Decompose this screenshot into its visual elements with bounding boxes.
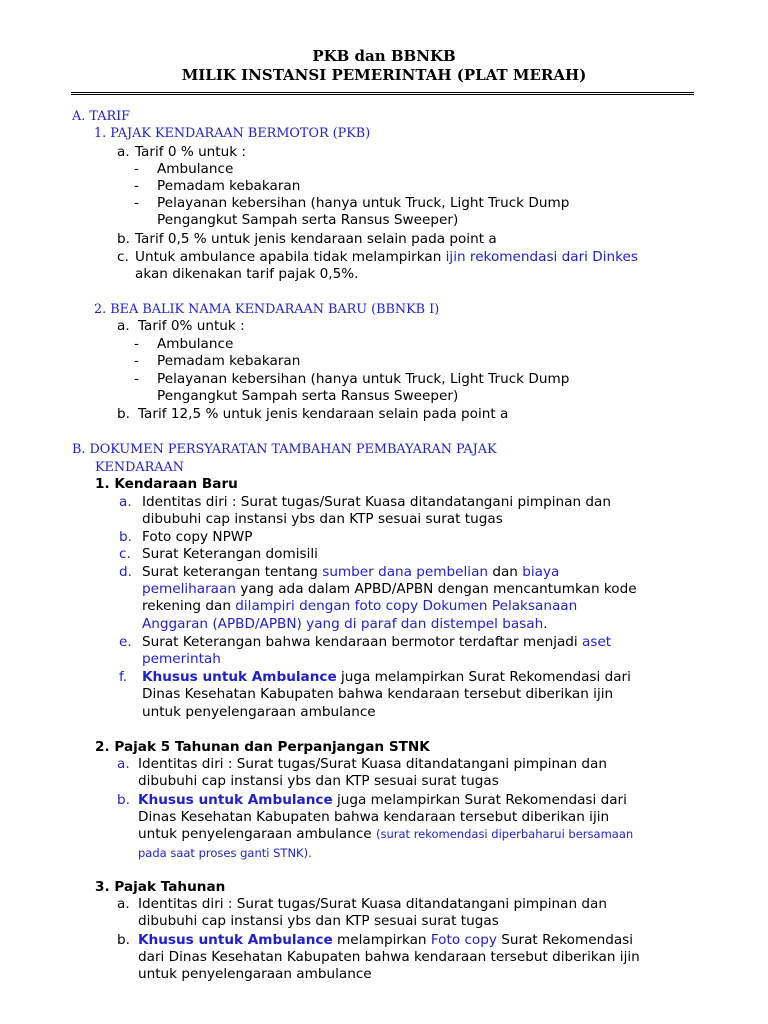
bbnkb-list-item: Ambulance [157, 336, 234, 352]
lima-b-text-cont: untuk penyelengaraan ambulance (surat rekomendasi diperbaharui bersamaan [138, 826, 634, 842]
lima-b-note-cont: pada saat proses ganti STNK). [138, 846, 312, 860]
pkb-list-item: Pelayanan kebersihan (hanya untuk Truck, Light Truck Dump [157, 195, 570, 211]
pkb-c-marker: c. [117, 249, 129, 265]
baru-c-marker: c. [119, 546, 131, 562]
lima-a-text: Identitas diri : Surat tugas/Surat Kuasa ditandatangani pimpinan dan [138, 756, 607, 772]
baru-e-marker: e. [119, 634, 132, 650]
baru-d-text-cont: rekening dan dilampiri dengan foto copy Dokumen Pelaksanaan [142, 598, 578, 614]
baru-e-text-cont: pemerintah [142, 651, 221, 667]
bbnkb-b-text: Tarif 12,5 % untuk jenis kendaraan selain pada point a [138, 406, 509, 422]
bbnkb-list-dash: - [134, 371, 139, 387]
pkb-c-text-cont: akan dikenakan tarif pajak 0,5%. [135, 266, 359, 282]
baru-heading: 1. Kendaraan Baru [95, 476, 238, 492]
baru-f-text-cont: untuk penyelengaraan ambulance [142, 704, 376, 720]
baru-f-marker: f. [119, 669, 128, 685]
tahunan-b-marker: b. [117, 932, 130, 948]
lima-b-text: Khusus untuk Ambulance juga melampirkan Surat Rekomendasi dari [138, 792, 627, 808]
lima-a-marker: a. [117, 756, 130, 772]
baru-c-text: Surat Keterangan domisili [142, 546, 318, 562]
lima-a-text-cont: dibubuhi cap instansi ybs dan KTP sesuai surat tugas [138, 773, 499, 789]
pkb-list-dash: - [134, 195, 139, 211]
pkb-b-text: Tarif 0,5 % untuk jenis kendaraan selain pada point a [135, 231, 497, 247]
tahunan-a-text: Identitas diri : Surat tugas/Surat Kuasa ditandatangani pimpinan dan [138, 896, 607, 912]
bbnkb-a-marker: a. [117, 318, 130, 334]
baru-b-marker: b. [119, 529, 132, 545]
lima-b-marker: b. [117, 792, 130, 808]
pkb-c-text: Untuk ambulance apabila tidak melampirkan ijin rekomendasi dari Dinkes [135, 249, 638, 265]
title-divider [71, 92, 694, 95]
tahunan-b-text: Khusus untuk Ambulance melampirkan Foto copy Surat Rekomendasi [138, 932, 634, 948]
pkb-a-marker: a. [117, 144, 130, 160]
baru-d-text-cont: pemeliharaan yang ada dalam APBD/APBN dengan mencantumkan kode [142, 581, 637, 597]
tahunan-a-text-cont: dibubuhi cap instansi ybs dan KTP sesuai surat tugas [138, 913, 499, 929]
pkb-list-item: Pemadam kebakaran [157, 178, 301, 194]
pkb-list-item-cont: Pengangkut Sampah serta Ransus Sweeper) [157, 212, 459, 228]
bbnkb-list-dash: - [134, 336, 139, 352]
baru-e-text: Surat Keterangan bahwa kendaraan bermotor terdaftar menjadi aset [142, 634, 612, 650]
pkb-list-dash: - [134, 161, 139, 177]
lima-tahunan-heading: 2. Pajak 5 Tahunan dan Perpanjangan STNK [95, 739, 430, 755]
bbnkb-b-marker: b. [117, 406, 130, 422]
pkb-b-marker: b. [117, 231, 130, 247]
bbnkb-list-dash: - [134, 353, 139, 369]
baru-d-text-cont: Anggaran (APBD/APBN) yang di paraf dan distempel basah. [142, 616, 548, 632]
baru-d-text: Surat keterangan tentang sumber dana pembelian dan biaya [142, 564, 560, 580]
page-subtitle: MILIK INSTANSI PEMERINTAH (PLAT MERAH) [181, 66, 587, 84]
section-b-heading-cont: KENDARAAN [95, 460, 184, 475]
baru-a-text-cont: dibubuhi cap instansi ybs dan KTP sesuai surat tugas [142, 511, 503, 527]
section-a-heading: A. TARIF [72, 109, 131, 124]
bbnkb-list-item: Pelayanan kebersihan (hanya untuk Truck, Light Truck Dump [157, 371, 570, 387]
tahunan-b-text-cont: untuk penyelengaraan ambulance [138, 966, 372, 982]
baru-f-text: Khusus untuk Ambulance juga melampirkan Surat Rekomendasi dari [142, 669, 631, 685]
section-b-heading: B. DOKUMEN PERSYARATAN TAMBAHAN PEMBAYARAN PAJAK [72, 442, 497, 457]
pkb-list-item: Ambulance [157, 161, 234, 177]
lima-b-text-cont: Dinas Kesehatan Kabupaten bahwa kendaraan tersebut diberikan ijin [138, 809, 610, 825]
page-title: PKB dan BBNKB [312, 47, 456, 65]
bbnkb-list-item-cont: Pengangkut Sampah serta Ransus Sweeper) [157, 388, 459, 404]
baru-d-marker: d. [119, 564, 132, 580]
bbnkb-a-text: Tarif 0% untuk : [138, 318, 245, 334]
baru-a-marker: a. [119, 494, 132, 510]
pkb-heading: 1. PAJAK KENDARAAN BERMOTOR (PKB) [94, 126, 371, 141]
tahunan-heading: 3. Pajak Tahunan [95, 879, 226, 895]
pkb-a-text: Tarif 0 % untuk : [135, 144, 247, 160]
tahunan-b-text-cont: dari Dinas Kesehatan Kabupaten bahwa kendaraan tersebut diberikan ijin [138, 949, 640, 965]
baru-a-text: Identitas diri : Surat tugas/Surat Kuasa ditandatangani pimpinan dan [142, 494, 611, 510]
baru-f-text-cont: Dinas Kesehatan Kabupaten bahwa kendaraan tersebut diberikan ijin [142, 686, 614, 702]
bbnkb-heading: 2. BEA BALIK NAMA KENDARAAN BARU (BBNKB I) [94, 302, 440, 317]
tahunan-a-marker: a. [117, 896, 130, 912]
baru-b-text: Foto copy NPWP [142, 529, 253, 545]
bbnkb-list-item: Pemadam kebakaran [157, 353, 301, 369]
pkb-list-dash: - [134, 178, 139, 194]
